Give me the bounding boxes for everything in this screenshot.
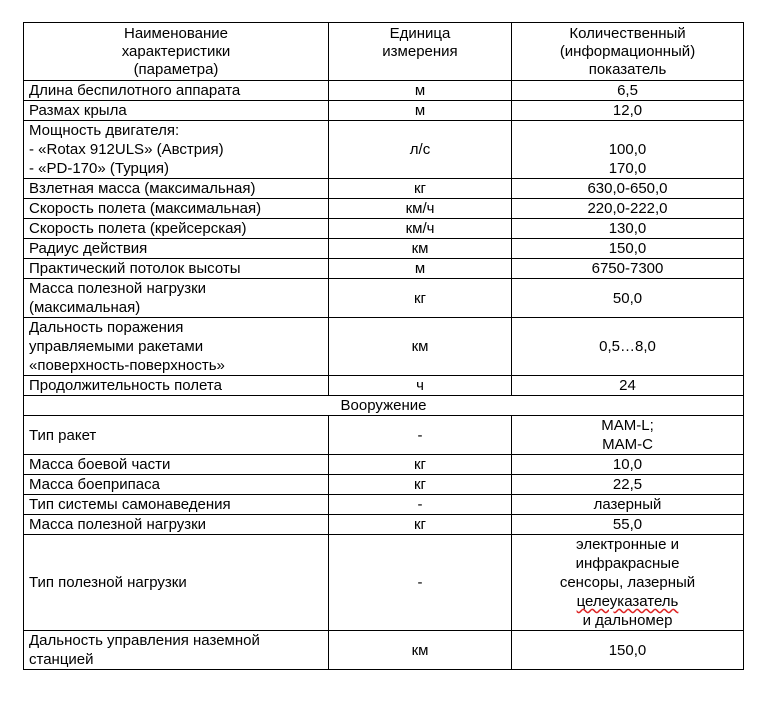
param-name: Дальность управления наземной станцией [24,631,329,670]
param-name: Скорость полета (крейсерская) [24,219,329,239]
param-name: Тип полезной нагрузки [24,535,329,631]
param-unit: л/с [329,121,512,179]
table-row [24,259,744,279]
param-value: 150,0 [512,631,744,670]
param-value: 6,5 [512,81,744,101]
table-row [24,101,744,121]
param-name: Взлетная масса (максимальная) [24,179,329,199]
param-value: 6750-7300 [512,259,744,279]
table-row [24,81,744,101]
table-row [24,495,744,515]
param-name: Длина беспилотного аппарата [24,81,329,101]
param-name: Масса боевой части [24,455,329,475]
table-row [24,455,744,475]
table-row [24,121,744,179]
table-row [24,279,744,318]
table-row [24,318,744,376]
table-row [24,199,744,219]
param-value [512,535,744,631]
table-row [24,515,744,535]
param-unit: кг [329,179,512,199]
param-unit: - [329,535,512,631]
param-value: 100,0 170,0 [512,121,744,179]
param-name: Скорость полета (максимальная) [24,199,329,219]
table-row [24,179,744,199]
table-row [24,535,744,631]
param-unit: ч [329,376,512,396]
param-value: 130,0 [512,219,744,239]
param-unit: км [329,631,512,670]
param-unit: км/ч [329,199,512,219]
param-name: Масса боеприпаса [24,475,329,495]
param-unit: - [329,416,512,455]
param-value: 220,0-222,0 [512,199,744,219]
section-row [24,396,744,416]
param-unit: - [329,495,512,515]
param-unit: м [329,259,512,279]
param-name: Радиус действия [24,239,329,259]
param-value: 22,5 [512,475,744,495]
param-unit: м [329,81,512,101]
param-unit: м [329,101,512,121]
param-name: Размах крыла [24,101,329,121]
param-name: Масса полезной нагрузки (максимальная) [24,279,329,318]
header-unit: Единица измерения [329,23,512,81]
table-row [24,475,744,495]
table-row [24,239,744,259]
param-value: 50,0 [512,279,744,318]
param-value: 24 [512,376,744,396]
param-value: 55,0 [512,515,744,535]
section-title-armament: Вооружение [24,396,744,416]
param-name: Тип системы самонаведения [24,495,329,515]
param-value: лазерный [512,495,744,515]
param-value: 12,0 [512,101,744,121]
param-unit: кг [329,515,512,535]
param-value: 0,5…8,0 [512,318,744,376]
param-unit: км [329,318,512,376]
specs-table [23,22,744,670]
param-name: Дальность поражения управляемыми ракетами «поверхность-поверхность» [24,318,329,376]
header-value: Количественный (информационный) показатель [512,23,744,81]
header-parameter: Наименование характеристики (параметра) [24,23,329,81]
param-value: 150,0 [512,239,744,259]
param-unit: км/ч [329,219,512,239]
param-value: MAM-L; MAM-C [512,416,744,455]
param-value: 10,0 [512,455,744,475]
param-name: Тип ракет [24,416,329,455]
param-unit: кг [329,279,512,318]
table-row [24,376,744,396]
header-row [24,23,744,81]
param-value: 630,0-650,0 [512,179,744,199]
table-row [24,631,744,670]
spellcheck-underlined-word: целеуказатель [576,593,679,610]
param-name: Масса полезной нагрузки [24,515,329,535]
param-unit: кг [329,475,512,495]
param-name: Мощность двигателя: - «Rotax 912ULS» (Австрия) - «PD-170» (Турция) [24,121,329,179]
param-unit: км [329,239,512,259]
payload-value-part2: и дальномер [582,612,673,629]
table-row [24,219,744,239]
param-name: Продолжительность полета [24,376,329,396]
payload-value-part1: электронные и инфракрасные сенсоры, лазерный [559,536,696,591]
param-name: Практический потолок высоты [24,259,329,279]
table-row [24,416,744,455]
param-unit: кг [329,455,512,475]
